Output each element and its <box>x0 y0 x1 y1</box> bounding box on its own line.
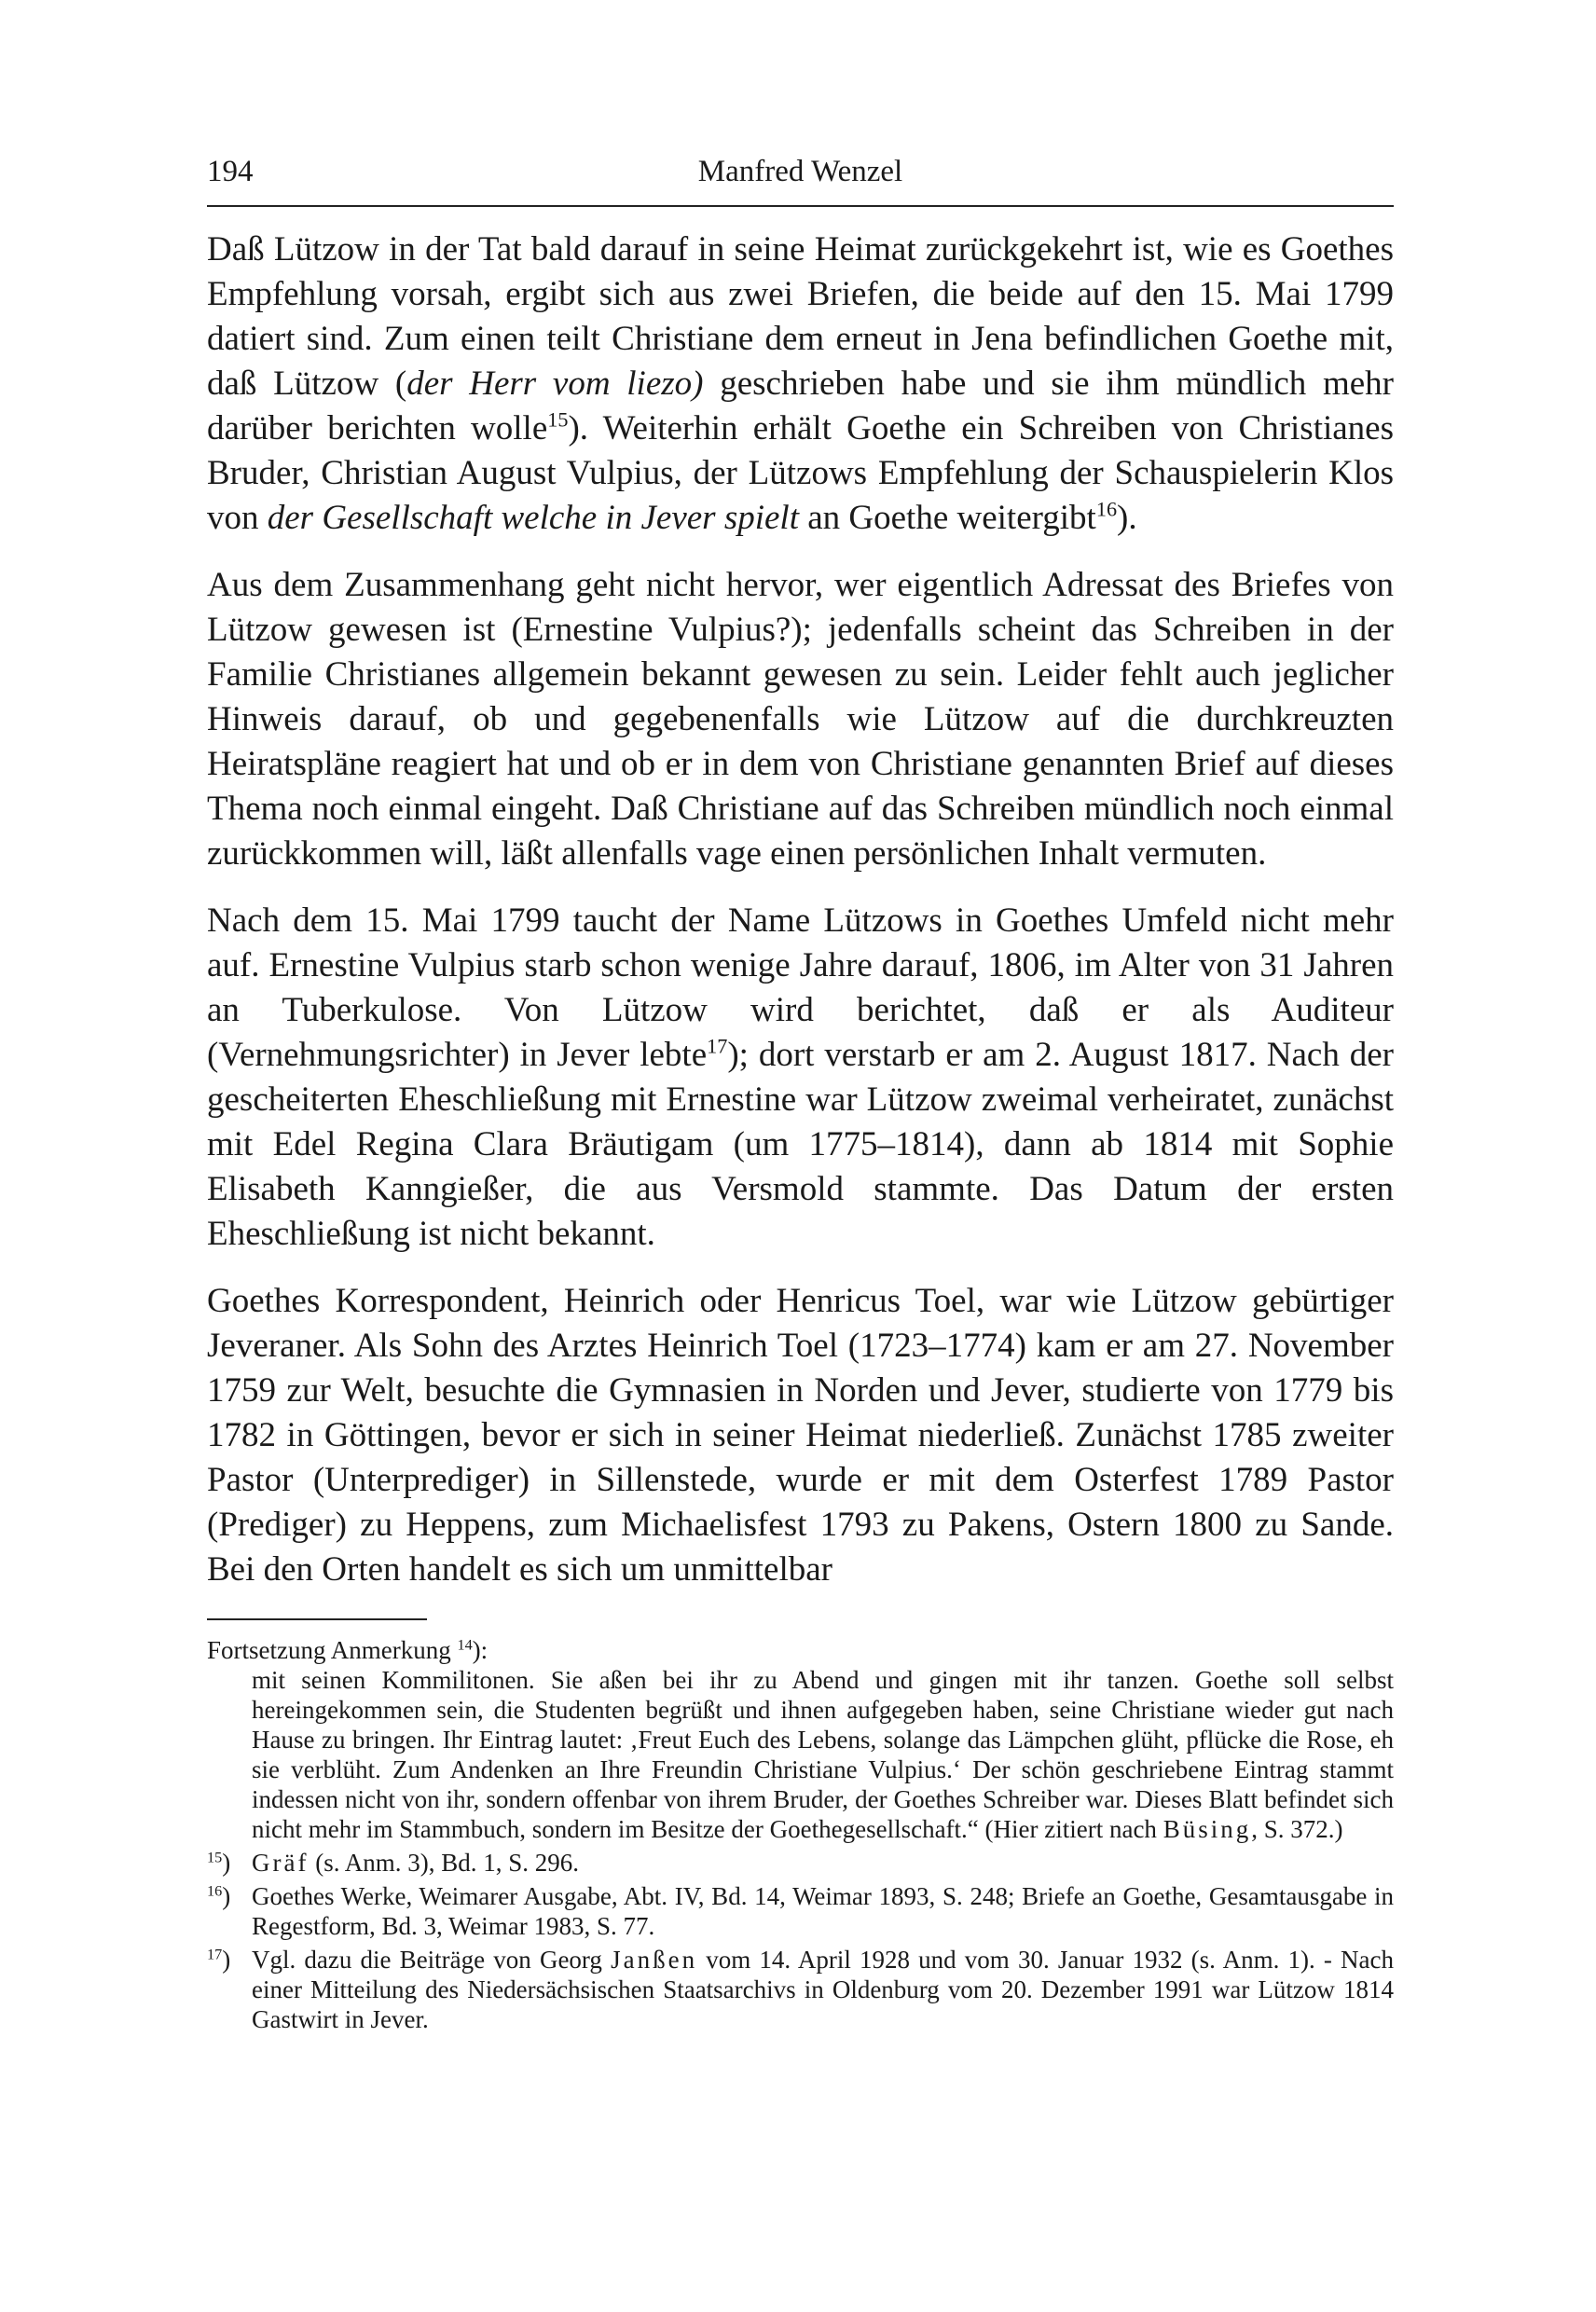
footnote-ref-15: 15 <box>547 407 569 432</box>
footnote-17: $^{17}$) Vgl. dazu die Beiträge von Georg Janßen vom 14. April 1928 und vom 30. Januar 1932 (s. Anm. 1). - Nach einer Mitteilung des Niedersächsischen Staatsarchivs in Oldenburg vom 20. Dezember 1991 war Lützow 1814 Gastwirt in Jever. <box>207 1946 1394 2033</box>
footnote-15: $^{15}$) Gräf (s. Anm. 3), Bd. 1, S. 296. <box>207 1849 579 1877</box>
paragraph-3: Nach dem 15. Mai 1799 taucht der Name Lützows in Goethes Umfeld nicht mehr auf. Ernestine Vulpius starb schon wenige Jahre darauf, 1806, im Alter von 31 Jahren an Tuberkulose. Von Lützow wird berichtet, daß er als Auditeur (Vernehmungsrichter) in Jever lebte$^{17}$); dort verstarb er am 2. August 1817. Nach der gescheiterten Eheschließung mit Ernestine war Lützow zweimal verheiratet, zunächst mit Edel Regina Clara Bräutigam (um 1775–1814), dann ab 1814 mit Sophie Elisabeth Kanngießer, die aus Versmold stammte. Das Datum der ersten Eheschließung ist nicht bekannt. <box>207 901 1394 1253</box>
paragraph-1: Daß Lützow in der Tat bald darauf in seine Heimat zurückgekehrt ist, wie es Goethes Empfehlung vorsah, ergibt sich aus zwei Briefen, die beide auf den 15. Mai 1799 datiert sind. Zum einen teilt Christiane dem erneut in Jena befindlichen Goethe mit, daß Lützow (der Herr vom liezo) geschrieben habe und sie ihm mündlich mehr darüber berichten wolle$^{15}$). Weiterhin erhält Goethe ein Schreiben von Christianes Bruder, Christian August Vulpius, der Lützows Empfehlung der Schauspielerin Klos von der Gesellschaft welche in Jever spielt an Goethe weitergibt$^{16}$). <box>207 230 1394 537</box>
running-head <box>207 149 1394 194</box>
footnote-rule <box>207 1618 427 1620</box>
running-head-author: Manfred Wenzel <box>697 155 903 188</box>
italic-quote: der Herr vom liezo) <box>406 365 704 403</box>
author-name: Janßen <box>611 1946 698 1974</box>
page-number: 194 <box>207 155 254 188</box>
footnote-continuation-label: Fortsetzung Anmerkung $^{14}$): <box>207 1636 488 1664</box>
header-rule <box>207 205 1394 207</box>
footnote-ref-16: 16 <box>1095 497 1118 521</box>
book-page <box>207 149 1394 2038</box>
author-name: Büsing <box>1163 1815 1252 1843</box>
footnote-16: $^{16}$) Goethes Werke, Weimarer Ausgabe, Abt. IV, Bd. 14, Weimar 1893, S. 248; Briefe an Goethe, Gesamtausgabe in Regestform, Bd. 3, Weimar 1983, S. 77. <box>207 1882 1394 1940</box>
italic-quote: der Gesellschaft welche in Jever spielt <box>267 499 799 537</box>
author-name: Gräf <box>252 1849 310 1877</box>
paragraph-2: Aus dem Zusammenhang geht nicht hervor, wer eigentlich Adressat des Briefes von Lützow gewesen ist (Ernestine Vulpius?); jedenfalls scheint das Schreiben in der Familie Christianes allgemein bekannt gewesen zu sein. Leider fehlt auch jeglicher Hinweis darauf, ob und gegebenenfalls wie Lützow auf die durchkreuzten Heiratspläne reagiert hat und ob er in dem von Christiane genannten Brief auf dieses Thema noch einmal eingeht. Daß Christiane auf das Schreiben mündlich noch einmal zurückkommen will, läßt allenfalls vage einen persönlichen Inhalt vermuten. <box>207 566 1394 873</box>
footnote-continuation-text: mit seinen Kommilitonen. Sie aßen bei ihr zu Abend und gingen mit ihr tanzen. Goethe soll selbst hereingekommen sein, die Studenten begrüßt und ihnen aufgegeben haben, seine Christiane wieder gut nach Hause zu bringen. Ihr Eintrag lautet: ‚Freut Euch des Lebens, solange das Lämpchen glüht, pflücke die Rose, eh sie verblüht. Zum Andenken an Ihre Freundin Christiane Vulpius.‘ Der schön geschriebene Eintrag stammt indessen nicht von ihr, sondern offenbar von ihrem Bruder, der Goethes Schreiber war. Dieses Blatt befindet sich nicht mehr im Stammbuch, sondern im Besitze der Goethegesellschaft.“ (Hier zitiert nach Büsing, S. 372.) <box>252 1666 1394 1843</box>
main-text <box>207 227 1394 1592</box>
footnotes <box>207 1635 1394 2034</box>
footnote-ref-17: 17 <box>707 1034 728 1058</box>
paragraph-4: Goethes Korrespondent, Heinrich oder Henricus Toel, war wie Lützow gebürtiger Jeveraner. Als Sohn des Arztes Heinrich Toel (1723–1774) kam er am 27. November 1759 zur Welt, besuchte die Gymnasien in Norden und Jever, studierte von 1779 bis 1782 in Göttingen, bevor er sich in seiner Heimat niederließ. Zunächst 1785 zweiter Pastor (Unterprediger) in Sillenstede, wurde er mit dem Osterfest 1789 Pastor (Prediger) zu Heppens, zum Michaelisfest 1793 zu Pakens, Ostern 1800 zu Sande. Bei den Orten handelt es sich um unmittelbar <box>207 1282 1394 1589</box>
